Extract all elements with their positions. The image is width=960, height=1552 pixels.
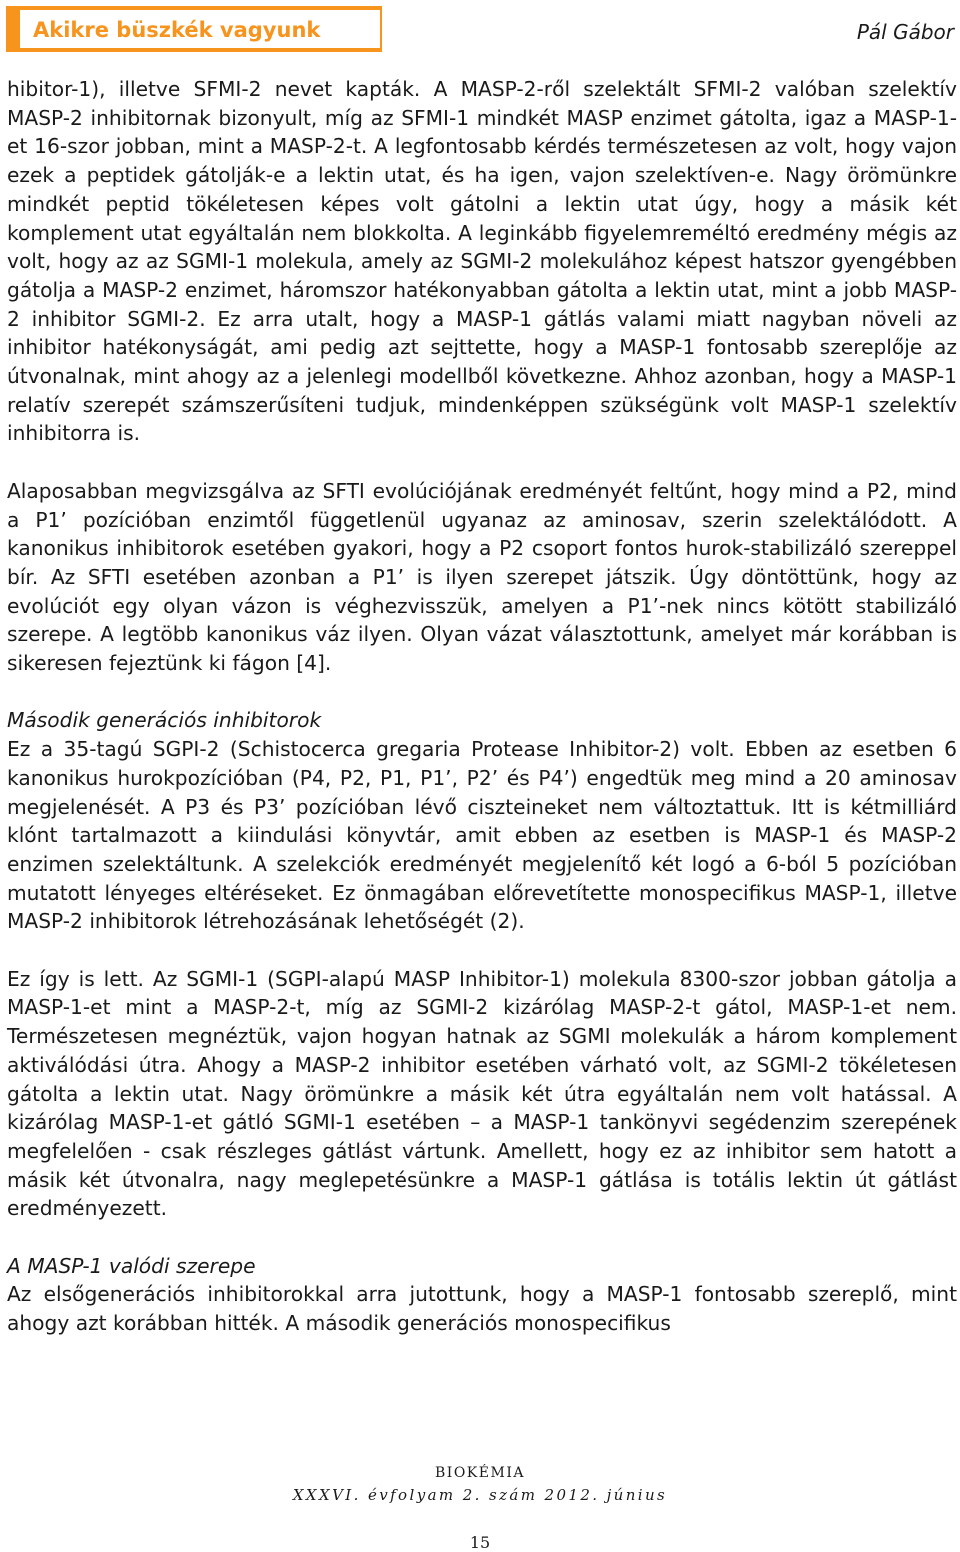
paragraph-3: Ez a 35-tagú SGPI-2 (Schistocerca gregaria Protease Inhibitor-2) volt. Ebben az esetben 6 kanonikus hurokpozícióban (P4, P2, P1, P1’, P2’ és P4’) engedtük meg mind a 20 aminosav megjelenését. A P3 és P3’ pozícióban lévő ciszteineket nem változtattuk. Itt is kétmilliárd klónt tartalmazott a kiindulási könyvtár, amit ebben az esetben is MASP-1 és MASP-2 enzimen szelektáltunk. A szelekciók eredményét megjelenítő két logó a 6-ból 5 pozícióban mutatott lényeges eltéréseket. Ez önmagában előrevetítette monospecifikus MASP-1, illetve MASP-2 inhibitorok létrehozásának lehetőségét (2).	[7, 737, 957, 934]
subheading-masp1-role: A MASP-1 valódi szerepe	[7, 1253, 256, 1278]
page-number: 15	[469, 1533, 491, 1552]
footer-journal-name: BIOKÉMIA	[435, 1465, 525, 1481]
paragraph-5: Az elsőgenerációs inhibitorokkal arra jutottunk, hogy a MASP-1 fontosabb szereplő, mint ahogy azt korábban hitték. A második generációs monospecifikus	[7, 1282, 957, 1336]
subheading-second-generation: Második generációs inhibitorok	[7, 708, 322, 733]
author-name: Pál Gábor	[856, 20, 954, 44]
paragraph-4: Ez így is lett. Az SGMI-1 (SGPI-alapú MASP Inhibitor-1) molekula 8300-szor jobban gátolja a MASP-1-et mint a MASP-2-t, míg az SGMI-2 kizárólag MASP-2-t gátol, MASP-1-et nem. Természetesen megnéztük, vajon hogyan hatnak az SGMI molekulák a három komplement aktiválódási útra. Ahogy a MASP-2 inhibitor esetében várható volt, az SGMI-2 tökéletesen gátolta a lektin utat. Nagy örömünkre a másik két útra egyáltalán nem volt hatással. A kizárólag MASP-1-et gátló SGMI-1 esetében – a MASP-1 tankönyvi segédenzim szerepének megfelelően - csak részleges gátlást vártunk. Amellett, hogy ez az inhibitor sem hatott a másik két útvonalra, nagy meglepetésünkre a MASP-1 gátlása is totális lektin út gátlást eredményezett.	[7, 966, 957, 1221]
section-title: Akikre büszkék vagyunk	[33, 18, 321, 42]
paragraph-1: hibitor-1), illetve SFMI-2 nevet kapták. A MASP-2-ről szelektált SFMI-2 valóban szelektív MASP-2 inhibitornak bizonyult, míg az SFMI-1 mindkét MASP enzimet gátolta, igaz a MASP-1-et 16-szor jobban, mint a MASP-2-t. A legfontosabb kérdés természetesen az volt, hogy vajon ezek a peptidek gátolják-e a lektin utat, és ha igen, vajon szelektíven-e. Nagy örömünkre mindkét peptid tökéletesen képes volt gátolni a lektin utat úgy, hogy a másik két komplement utat egyáltalán nem blokkolta. A leginkább figyelemreméltó eredmény mégis az volt, hogy az az SGMI-1 molekula, amely az SGMI-2 molekulához képest hatszor gyengébben gátolja a MASP-2 enzimet, háromszor hatékonyabban gátolta a lektin utat, mint a jobb MASP-2 inhibitor SGMI-2. Ez arra utalt, hogy a MASP-1 gátlás valami miatt nagyban növeli az inhibitor hatékonyságát, ami pedig azt sejttette, hogy a MASP-1 fontosabb szereplője az útvonalnak, mint ahogy az a jelenlegi modellből következne. Ahhoz azonban, hogy a MASP-1 relatív szerepét számszerűsíteni tudjuk, mindenképpen szükségünk volt MASP-1 szelektív inhibitorra is.	[7, 77, 957, 446]
section-header-bar	[6, 6, 382, 52]
section-header-box	[20, 10, 380, 48]
paragraph-2: Alaposabban megvizsgálva az SFTI evolúciójának eredményét feltűnt, hogy mind a P2, mind a P1’ pozícióban enzimtől függetlenül ugyanaz az aminosav, szerin szelektálódott. A kanonikus inhibitorok esetében gyakori, hogy a P2 csoport fontos hurok-stabilizáló szereppel bír. Az SFTI esetében azonban a P1’ is ilyen szerepet játszik. Úgy döntöttünk, hogy az evolúciót egy olyan vázon is véghezvisszük, amelyen a P1’-nek nincs kötött stabilizáló szerepe. A legtöbb kanonikus váz ilyen. Olyan vázat választottunk, amelyet már korábban is sikeresen fejeztünk ki fágon [4].	[7, 478, 957, 676]
footer-issue: XXXVI. évfolyam 2. szám 2012. június	[292, 1486, 668, 1504]
article-body	[7, 75, 957, 1338]
